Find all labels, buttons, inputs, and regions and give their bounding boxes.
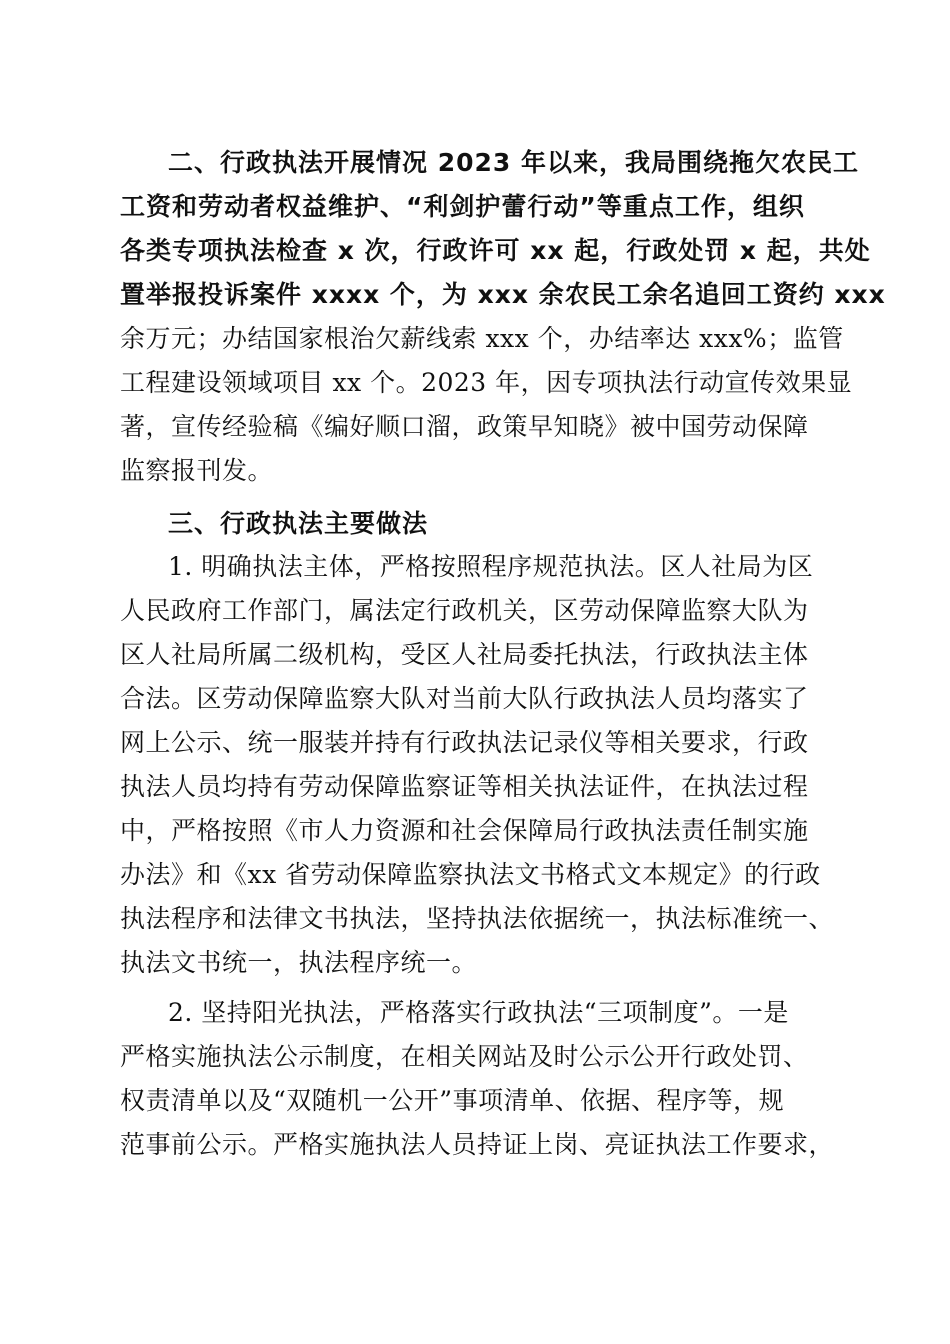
section-two-line: 置举报投诉案件 xxxx 个，为 xxx 余农民工余名追回工资约 xxx [120, 280, 886, 309]
item-one-line: 执法人员均持有劳动保障监察证等相关执法证件，在执法过程 [120, 772, 809, 801]
item-one-line: 办法》和《xx 省劳动保障监察执法文书格式文本规定》的行政 [120, 860, 821, 889]
section-two-line: 工程建设领域项目 xx 个。2023 年，因专项执法行动宣传效果显 [120, 368, 853, 397]
section-two-line: 著，宣传经验稿《编好顺口溜，政策早知晓》被中国劳动保障 [120, 412, 809, 441]
item-one-line: 合法。区劳动保障监察大队对当前大队行政执法人员均落实了 [120, 684, 809, 713]
item-two-line: 2. 坚持阳光执法，严格落实行政执法“三项制度”。一是 [168, 998, 789, 1027]
section-three-heading: 三、行政执法主要做法 [168, 509, 429, 538]
section-two-line: 余万元；办结国家根治欠薪线索 xxx 个，办结率达 xxx%；监管 [120, 324, 844, 353]
item-one-line: 网上公示、统一服装并持有行政执法记录仪等相关要求，行政 [120, 728, 809, 757]
item-two-line: 严格实施执法公示制度，在相关网站及时公示公开行政处罚、 [120, 1042, 809, 1071]
section-two-line: 各类专项执法检查 x 次，行政许可 xx 起，行政处罚 x 起，共处 [120, 236, 871, 265]
section-two-line: 监察报刊发。 [120, 456, 274, 485]
item-one-line: 执法程序和法律文书执法，坚持执法依据统一，执法标准统一、 [120, 904, 835, 933]
item-two-line: 范事前公示。严格实施执法人员持证上岗、亮证执法工作要求， [120, 1130, 835, 1159]
item-one-line: 人民政府工作部门，属法定行政机关，区劳动保障监察大队为 [120, 596, 809, 625]
item-one-line: 中，严格按照《市人力资源和社会保障局行政执法责任制实施 [120, 816, 809, 845]
section-two-line: 二、行政执法开展情况 2023 年以来，我局围绕拖欠农民工 [168, 148, 859, 177]
item-one-line: 执法文书统一，执法程序统一。 [120, 948, 478, 977]
item-one-line: 区人社局所属二级机构，受区人社局委托执法，行政执法主体 [120, 640, 809, 669]
item-one-line: 1. 明确执法主体，严格按照程序规范执法。区人社局为区 [168, 552, 814, 581]
item-two-line: 权责清单以及“双随机一公开”事项清单、依据、程序等，规 [120, 1086, 785, 1115]
section-two-line: 工资和劳动者权益维护、“利剑护蕾行动”等重点工作，组织 [120, 192, 805, 221]
